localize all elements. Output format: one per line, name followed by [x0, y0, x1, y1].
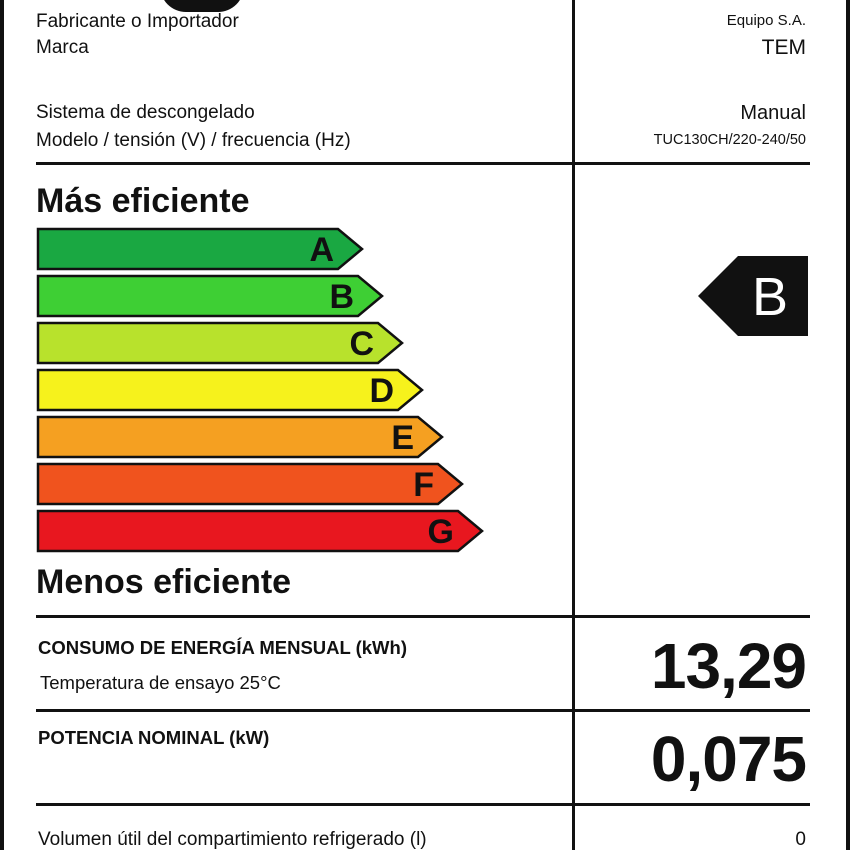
- brand-label: Marca: [36, 37, 89, 58]
- test-temperature-label: Temperatura de ensayo 25°C: [40, 672, 281, 693]
- class-arrow-e: [38, 417, 442, 457]
- manufacturer-value: Equipo S.A.: [726, 12, 806, 29]
- nominal-power-value: 0,075: [650, 723, 806, 795]
- class-letter-b: B: [329, 278, 354, 316]
- class-letter-c: C: [349, 325, 374, 363]
- class-letter-d: D: [369, 372, 394, 410]
- energy-consumption-value: 13,29: [650, 630, 806, 702]
- nominal-power-label: POTENCIA NOMINAL (kW): [38, 727, 270, 748]
- more-efficient-heading: Más eficiente: [36, 182, 250, 220]
- manufacturer-label: Fabricante o Importador: [36, 11, 239, 32]
- defrost-value: Manual: [740, 102, 806, 124]
- class-arrow-d: [38, 370, 422, 410]
- refrigerated-volume-label: Volumen útil del compartimiento refrigerado (l): [38, 829, 427, 850]
- class-arrow-c: [38, 323, 402, 363]
- class-arrow-g: [38, 511, 482, 551]
- class-letter-a: A: [309, 231, 334, 269]
- class-letter-g: G: [427, 513, 454, 551]
- less-efficient-heading: Menos eficiente: [36, 563, 292, 601]
- class-arrow-f: [38, 464, 462, 504]
- energy-consumption-label: CONSUMO DE ENERGÍA MENSUAL (kWh): [38, 637, 407, 658]
- brand-value: TEM: [761, 36, 806, 59]
- rating-letter: B: [751, 267, 789, 327]
- model-value: TUC130CH/220-240/50: [653, 132, 806, 148]
- refrigerated-volume-value: 0: [795, 829, 806, 850]
- class-letter-e: E: [391, 419, 414, 457]
- model-label: Modelo / tensión (V) / frecuencia (Hz): [36, 130, 351, 151]
- class-letter-f: F: [413, 466, 434, 504]
- defrost-label: Sistema de descongelado: [36, 102, 255, 123]
